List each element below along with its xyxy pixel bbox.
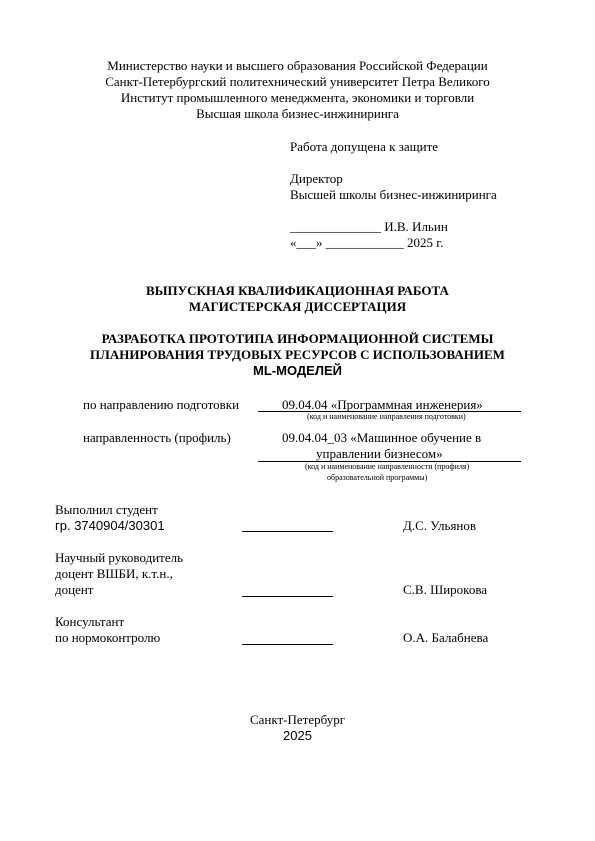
student-group: гр. 3740904/30301: [55, 518, 165, 533]
footer-year: 2025: [283, 728, 312, 743]
direction-label: по направлению подготовки: [83, 397, 240, 412]
topic-line-1: РАЗРАБОТКА ПРОТОТИПА ИНФОРМАЦИОННОЙ СИСТЕМЫ: [101, 331, 494, 346]
profile-label: направленность (профиль): [83, 430, 231, 445]
student-signature-line: [242, 531, 333, 532]
director-position: Директор: [290, 171, 343, 186]
profile-value-line-2: управлении бизнесом»: [316, 446, 443, 461]
consultant-role: Консультант: [55, 614, 125, 629]
student-role: Выполнил студент: [55, 502, 158, 517]
topic-line-3: ML-МОДЕЛЕЙ: [253, 363, 342, 378]
supervisor-degree: доцент ВШБИ, к.т.н.,: [55, 566, 173, 581]
direction-note: (код и наименование направления подготовки): [307, 412, 466, 421]
supervisor-role: Научный руководитель: [55, 550, 184, 565]
consultant-scope: по нормоконтролю: [55, 630, 161, 645]
supervisor-title: доцент: [55, 582, 94, 597]
work-type-title: ВЫПУСКНАЯ КВАЛИФИКАЦИОННАЯ РАБОТА: [146, 283, 449, 298]
work-type-subtitle: МАГИСТЕРСКАЯ ДИССЕРТАЦИЯ: [188, 299, 407, 314]
consultant-signature-line: [242, 644, 333, 645]
institute-line: Институт промышленного менеджмента, экономики и торговли: [120, 90, 475, 105]
approval-date-line: «___» ____________ 2025 г.: [290, 235, 444, 250]
supervisor-name: С.В. Широкова: [403, 582, 488, 597]
admitted-to-defense: Работа допущена к защите: [290, 139, 439, 154]
student-name: Д.С. Ульянов: [403, 518, 477, 533]
footer-city: Санкт-Петербург: [249, 712, 346, 727]
direction-value: 09.04.04 «Программная инженерия»: [282, 397, 483, 412]
topic-line-2: ПЛАНИРОВАНИЯ ТРУДОВЫХ РЕСУРСОВ С ИСПОЛЬЗОВАНИЕМ: [90, 347, 505, 362]
consultant-name: О.А. Балабнева: [403, 630, 489, 645]
school-line: Высшая школа бизнес-инжиниринга: [196, 106, 399, 121]
profile-note-line-1: (код и наименование направленности (профиля): [305, 462, 470, 471]
profile-value-line-1: 09.04.04_03 «Машинное обучение в: [282, 430, 482, 445]
profile-note-line-2: образовательной программы): [327, 473, 428, 482]
university-line: Санкт-Петербургский политехнический университет Петра Великого: [105, 74, 490, 89]
ministry-line: Министерство науки и высшего образования Российской Федерации: [107, 58, 488, 73]
director-signature-line: ______________ И.В. Ильин: [290, 219, 448, 234]
director-department: Высшей школы бизнес-инжиниринга: [290, 187, 497, 202]
supervisor-signature-line: [242, 596, 333, 597]
